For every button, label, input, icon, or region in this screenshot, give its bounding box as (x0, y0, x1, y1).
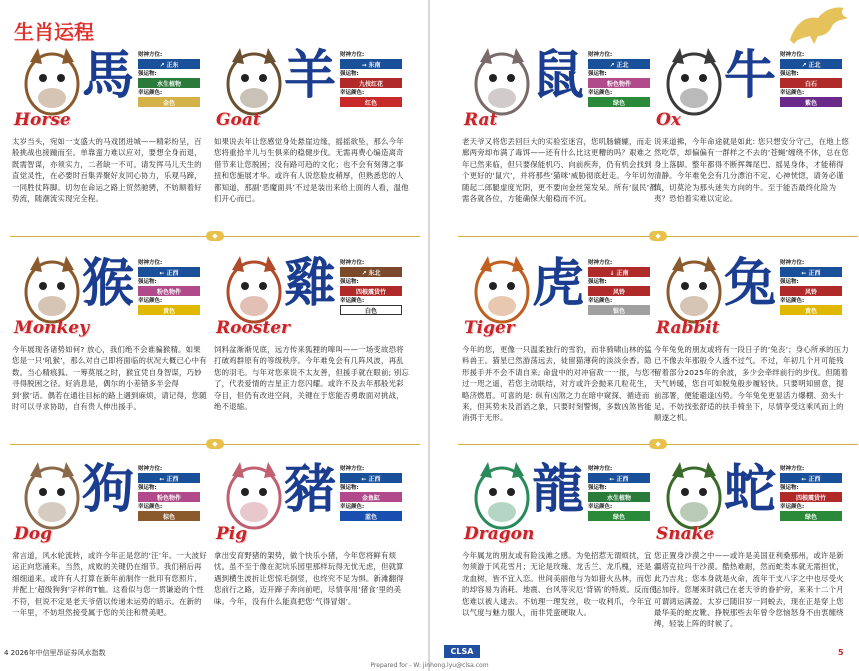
lucky-item-value: 粉色物件 (588, 78, 650, 88)
wealth-direction-value: ↗ 正北 (588, 59, 650, 69)
animal-english-name: Ox (656, 110, 681, 130)
zodiac-card-dragon (460, 458, 660, 643)
animal-chinese-character: 兔 (724, 253, 777, 314)
animal-chinese-character: 牛 (724, 45, 777, 106)
fortune-text: 今年展现各诸势如何? 放心，我们绝不会谁骗猴精。如果您是一只‘吼猴’，那么对自己即将面临的状况大概已心中有数。当心精痕狐、一筹莫展之时，猴宜凭自身智谋，巧妙寻得脱困之径。好消息是，偶尔的小差错多半会得到‘猴’话。偶若在通往目标的路上遇到麻烦，请记得，您随时可以寻求协助，自有贵人伸出援手。 (12, 345, 207, 412)
divider-ornament-icon: ◆ (649, 439, 667, 449)
fortune-text: 老天爷又将您丢回巨大的实验室迷宫，您叽肠辘辘，而走廊两旁却布满了毒饵——还有什么比这更糟的吗？艰难之年已然来临，但只要保能机巧、向前疾奔，仍有机会找到个更好的‘鼠穴’，并将那些‘猫咪’威胁彻底赶走。今年切勿随起二郎腿虚度光阴，更不要向金丝笼发呆。所有‘鼠民’都需各就各位，方能确保大船稳而不沉。 (462, 137, 657, 204)
lucky-color-label: 幸运颜色: (588, 90, 613, 96)
wealth-direction-label: 财神方位: (138, 52, 163, 58)
lucky-item-label: 强运物: (138, 279, 157, 285)
lucky-item-label: 强运物: (340, 279, 359, 285)
wealth-direction-label: 财神方位: (780, 52, 805, 58)
fortune-text: 说来道拂，今年命途就是如此: 您只想安分守己，在地上悠然吃草，却偏偏有一群样之不去的‘苍蝇’缠绕不休，总在您身上落脚。整年都得不断挥舞尾巴、摇晃身体，才能稍得清静。今年难免会有几分漂泊不定、心神恍惚，请务必谨慎，切莫沦为那头迷失方向的牛。至于能否最终化险为夷？恐怕着实难以定论。 (654, 137, 850, 204)
fortune-meta (340, 52, 402, 109)
wealth-direction-label: 财神方位: (588, 260, 613, 266)
fortune-meta (588, 260, 650, 317)
animal-chinese-character: 猴 (82, 253, 135, 314)
lucky-color-value: 绿色 (588, 511, 650, 521)
lucky-color-label: 幸运颜色: (138, 298, 163, 304)
lucky-item-label: 强运物: (340, 71, 359, 77)
wealth-direction-value: ← 正西 (340, 473, 402, 483)
zodiac-card-rabbit (652, 252, 852, 437)
divider-ornament-icon: ◆ (206, 231, 224, 241)
wealth-direction-value: ← 正西 (780, 267, 842, 277)
wealth-direction-label: 财神方位: (780, 260, 805, 266)
wealth-direction-value: ↗ 正东 (138, 59, 200, 69)
animal-english-name: Goat (216, 110, 261, 130)
animal-english-name: Tiger (464, 318, 515, 338)
wealth-direction-value: ← 正西 (780, 473, 842, 483)
wealth-direction-value: ↓ 正南 (588, 267, 650, 277)
lucky-item-value: 粉色物件 (138, 492, 200, 502)
lucky-item-value: 四根震货竹 (340, 286, 402, 296)
gold-horse-icon (784, 2, 854, 46)
animal-chinese-character: 豬 (284, 459, 337, 520)
wealth-direction-value: ← 正西 (138, 267, 200, 277)
page-number: 5 (838, 648, 844, 657)
lucky-item-label: 强运物: (588, 279, 607, 285)
fortune-text: 常言道，风水轮流转，或许今年正是您的‘汪’年。一大波好运正向您涌来。当然，成败的关键仍在细节。我们稍后再细细道来。或许有人打算在新年前制作一批印有您照片、并配上‘超级狗狗’字样的T恤。这看似与您一贯谦逊的个性不符，但说不定是老天爷借以传递未运势的暗示。在新的一年里，不妨坦然接受属于您的关注和赞美吧。 (12, 551, 207, 618)
wealth-direction-label: 财神方位: (138, 466, 163, 472)
animal-chinese-character: 蛇 (724, 459, 777, 520)
lucky-item-label: 强运物: (780, 279, 799, 285)
page-title: 生肖运程 (14, 20, 94, 44)
lucky-color-value: 紫色 (780, 97, 842, 107)
fortune-text: 如果说去年让您感觉身处悬崖边缘，摇摇欲坠，那么今年您将重拾羊儿与生俱来的稳健步伐。无需再费心编造离奇借节来让您脱困；没有路可趋的文化；也不会有刻薄之事扭和您施展才华。或许有人说您脸皮稍厚，但熟悉您的人都知道，那副‘恶魔面具’不过是装出来给上面的人看，温他们开心而已。 (214, 137, 409, 204)
fortune-text: 太岁当头，宛如一支盛大的马戏团进城——精彩纷呈，百般挑战也接踵而至。单靠蛮力难以应对，要想全身而退，既需智谋，亦须实力，二者缺一不可。请发挥马儿天生的直觉灵性，在必要时百集弄聚好友同心协力，乐观马蹄，一同胜仗阵脚。切勿在命运之路上贸然驰骋，不妨顺着好势流，随潮流实现完全程。 (12, 137, 202, 204)
lucky-color-value: 黄色 (780, 305, 842, 315)
lucky-item-label: 强运物: (138, 485, 157, 491)
animal-english-name: Pig (216, 524, 248, 544)
lucky-item-value: 九枝红花 (340, 78, 402, 88)
lucky-color-value: 白色 (340, 305, 402, 315)
fortune-meta (780, 260, 842, 317)
lucky-color-value: 金色 (138, 97, 200, 107)
lucky-item-value: 风铃 (780, 286, 842, 296)
lucky-color-label: 幸运颜色: (138, 90, 163, 96)
animal-chinese-character: 狗 (82, 459, 135, 520)
fortune-meta (588, 466, 650, 523)
animal-chinese-character: 龍 (532, 459, 585, 520)
animal-english-name: Rooster (216, 318, 291, 338)
zodiac-card-ox (652, 44, 852, 229)
fortune-meta (138, 466, 200, 523)
fortune-text: 今年属龙的朋友或有险浅滩之感。为免招惹无谓烦扰，宜勿须游于风花雪月；无论是玫瑰、龙舌兰、龙爪槐，还是龙血树，皆不宜入恋。世间美丽他与为如猎火丛林，而您的却容易为消耗、地震、台风等灾厄‘背锅’的特质。反而使您难以被人逮去。不妨理一理发丝，收一收利爪，今年宜以气度与魅力服人，而非凭蛮硬取人。 (462, 551, 657, 618)
lucky-color-label: 幸运颜色: (588, 298, 613, 304)
lucky-color-label: 幸运颜色: (340, 90, 365, 96)
lucky-item-label: 强运物: (588, 485, 607, 491)
wealth-direction-label: 财神方位: (780, 466, 805, 472)
fortune-meta (780, 466, 842, 523)
lucky-color-label: 幸运颜色: (340, 298, 365, 304)
wealth-direction-label: 财神方位: (138, 260, 163, 266)
zodiac-card-monkey (10, 252, 210, 437)
lucky-item-label: 强运物: (340, 485, 359, 491)
lucky-color-value: 蓝色 (340, 511, 402, 521)
wealth-direction-value: ← 正西 (138, 473, 200, 483)
lucky-item-label: 强运物: (780, 71, 799, 77)
lucky-color-label: 幸运颜色: (780, 90, 805, 96)
fortune-text: 今年的您，更像一只温柔独行的雪豹，而非骑啸山林的猛料兽王。猫星已然游荡远去，徒留猫薄荷的淡淡余香。隐形援手并不会不请自来; 命盘中的对冲宿敌一一报，与您不过一咫之遥，若您主动联结，对方或许会抛来几粒花生，略济燃眉。可喜的是: 纵有凶煞之力在暗中窥探、循迹而来，但其势未及滔滔之象，只要时刻警惕，多数凶煞皆能消弭于无形。 (462, 345, 658, 423)
lucky-color-value: 黄色 (138, 305, 200, 315)
lucky-color-value: 银色 (588, 305, 650, 315)
fortune-text: 今年兔免的朋友或将有一段日子的‘兔丧’；身心所承的压力已不像去年那般令人透不过气。不过，年初几个月可能残留着部分2025年的余波，多少会牵绊前行的步伐。但随着天气转暖，您自可如脱兔般步履轻快。只要明知留意，提前部署，便能避逢凶势。今年兔免更显活力爆棚、劲头十足。不妨找张舒适的扶手椅坐下，尽情享受这乘风而上的顺遂之机。 (654, 345, 849, 423)
divider-ornament-icon: ◆ (206, 439, 224, 449)
lucky-item-value: 四根震货竹 (780, 492, 842, 502)
lucky-item-label: 强运物: (780, 485, 799, 491)
lucky-color-label: 幸运颜色: (588, 504, 613, 510)
fortune-text: 饲料盆渐渐见底，远方传来狐狸的嗥叫——一场变故恐将打破鸡群原有的等级秩序。今年难免会有几阵风波，再乱您的羽毛。与年对您来说不太友善，但援手就在眼前; 别忘了，代表爱情的吉星正力您闪耀。或许不及去年那般光彩夺目，但仍有改进空间，关键在于您能否勇敢面对挑战，绝不退缩。 (214, 345, 410, 412)
clsa-logo: CLSA (444, 645, 480, 658)
animal-english-name: Horse (14, 110, 71, 130)
zodiac-card-pig (212, 458, 412, 643)
animal-chinese-character: 馬 (82, 45, 135, 106)
lucky-color-label: 幸运颜色: (340, 504, 365, 510)
lucky-color-label: 幸运颜色: (780, 504, 805, 510)
wealth-direction-label: 财神方位: (340, 260, 365, 266)
prepared-for: Prepared for - W: jinhong.lyu@clsa.com (370, 662, 489, 669)
lucky-color-label: 幸运颜色: (138, 504, 163, 510)
lucky-color-value: 棕色 (138, 511, 200, 521)
zodiac-card-rat (460, 44, 660, 229)
fortune-meta (340, 466, 402, 523)
lucky-item-value: 水生植物 (588, 492, 650, 502)
fortune-meta (138, 52, 200, 109)
footer-left: 4 2026年中信里昂证券风水指数 (4, 649, 106, 657)
lucky-color-value: 红色 (340, 97, 402, 107)
lucky-color-value: 绿色 (780, 511, 842, 521)
animal-english-name: Dragon (464, 524, 535, 544)
animal-chinese-character: 雞 (284, 253, 337, 314)
lucky-item-label: 强运物: (588, 71, 607, 77)
wealth-direction-value: ↗ 正北 (780, 59, 842, 69)
lucky-color-value: 绿色 (588, 97, 650, 107)
fortune-meta (340, 260, 402, 317)
animal-english-name: Monkey (14, 318, 89, 338)
wealth-direction-label: 财神方位: (340, 466, 365, 472)
animal-english-name: Rabbit (656, 318, 720, 338)
wealth-direction-label: 财神方位: (588, 466, 613, 472)
lucky-item-value: 粉色物件 (138, 286, 200, 296)
animal-english-name: Rat (464, 110, 498, 130)
fortune-text: 您正置身沙漠之中——或许是美国亚利桑那州，或许是新疆塔克拉玛干沙漠。酷热难耐，然而蛇类本就无需担忧，此乃吉兆；您本身就是火命，流年干支八字之中也尽受火运加持。您屡來时就已在老天爷的眷护旁，来来十二个月可谓鸿运满盈。太岁已随旧岁一同蜕去，现在正是穿上您最华美的蛇皮靴、挣脱那些去年曾令您恼怒身不由衷缠绕缚，轻装上阵的时候了。 (654, 551, 844, 629)
zodiac-card-snake (652, 458, 852, 643)
animal-chinese-character: 虎 (532, 253, 585, 314)
divider-ornament-icon: ◆ (649, 231, 667, 241)
lucky-item-value: 水生植物 (138, 78, 200, 88)
lucky-item-value: 白石 (780, 78, 842, 88)
zodiac-card-dog (10, 458, 210, 643)
lucky-item-value: 金鱼缸 (340, 492, 402, 502)
fortune-meta (138, 260, 200, 317)
fortune-meta (588, 52, 650, 109)
animal-chinese-character: 羊 (284, 45, 337, 106)
animal-english-name: Dog (14, 524, 52, 544)
zodiac-card-rooster (212, 252, 412, 437)
animal-english-name: Snake (656, 524, 715, 544)
wealth-direction-value: → 东南 (340, 59, 402, 69)
zodiac-card-tiger (460, 252, 660, 437)
fortune-meta (780, 52, 842, 109)
wealth-direction-label: 财神方位: (588, 52, 613, 58)
lucky-item-value: 风铃 (588, 286, 650, 296)
lucky-item-label: 强运物: (138, 71, 157, 77)
wealth-direction-value: ← 正西 (588, 473, 650, 483)
lucky-color-label: 幸运颜色: (780, 298, 805, 304)
zodiac-card-goat (212, 44, 412, 229)
animal-chinese-character: 鼠 (532, 45, 585, 106)
zodiac-card-horse (10, 44, 210, 229)
wealth-direction-value: ↗ 东北 (340, 267, 402, 277)
fortune-text: 拿出安育野猪的架势，做个快乐小猪，今年您将鲜有烦忧。虽不至于像在泥坑乐园里那样玩得无忧无虑，但就算遇到横生波折让您惊毛倒竖，也终究不足为惧。新滩翻得您前行之路，迈开蹄子奔向前吧，尽情享用‘猪食’里的美味。今年，没有什么能真把您‘气得冒烟’。 (214, 551, 404, 606)
wealth-direction-label: 财神方位: (340, 52, 365, 58)
